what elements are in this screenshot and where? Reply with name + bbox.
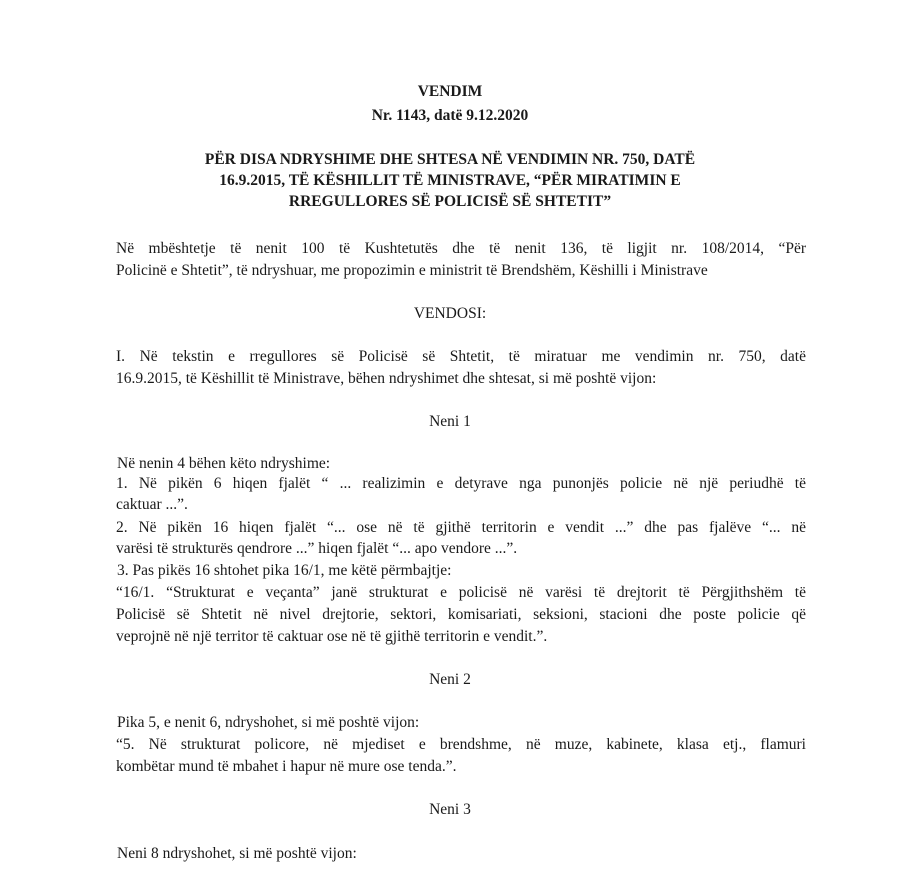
decision-number: Nr. 1143, datë 9.12.2020 — [371, 107, 529, 124]
preamble-line-2: Policinë e Shtetit”, të ndryshuar, me propozimin e ministrit të Brendshëm, Këshilli i Ministrave — [116, 262, 708, 279]
section-i-line-2: 16.9.2015, të Këshillit të Ministrave, bëhen ndryshimet dhe shtesat, si më poshtë vijon: — [116, 370, 657, 387]
article-1-item-3: 3. Pas pikës 16 shtohet pika 16/1, me këtë përmbajtje: — [117, 562, 452, 579]
article-1-quote-line-2: Policisë së Shtetit në nivel drejtorie, sektori, komisariati, seksioni, stacioni dhe poste policie që — [116, 606, 806, 623]
article-2-quote-line-1: “5. Në strukturat policore, në mjediset e brendshme, në muze, kabinete, klasa etj., flamuri — [116, 736, 806, 753]
article-2-quote-line-2: kombëtar mund të mbahet i hapur në mure ose tenda.”. — [116, 758, 457, 775]
article-2-heading: Neni 2 — [429, 671, 471, 688]
decides-heading: VENDOSI: — [413, 305, 487, 322]
article-1-item-1-line-1: 1. Në pikën 6 hiqen fjalët “ ... realizimin e detyrave nga punonjës policie në një periudhë të — [116, 475, 806, 492]
title-line-1: PËR DISA NDRYSHIME DHE SHTESA NË VENDIMIN NR. 750, DATË — [204, 151, 696, 168]
article-3-intro: Neni 8 ndryshohet, si më poshtë vijon: — [117, 845, 357, 862]
article-1-quote-line-3: veprojnë në një territor të caktuar ose në të gjithë territorin e vendit.”. — [116, 628, 548, 645]
article-1-item-2-line-2: varësi të strukturës qendrore ...” hiqen fjalët “... apo vendore ...”. — [116, 540, 518, 557]
decision-type: VENDIM — [417, 83, 483, 100]
article-1-item-1-line-2: caktuar ...”. — [116, 496, 188, 513]
preamble-line-1: Në mbështetje të nenit 100 të Kushtetutës dhe të nenit 136, të ligjit nr. 108/2014, “Për — [116, 240, 806, 257]
title-line-3: RREGULLORES SË POLICISË SË SHTETIT” — [288, 193, 612, 210]
article-3-heading: Neni 3 — [429, 801, 471, 818]
article-1-intro: Në nenin 4 bëhen këto ndryshime: — [117, 455, 331, 472]
article-2-intro: Pika 5, e nenit 6, ndryshohet, si më poshtë vijon: — [117, 714, 420, 731]
article-1-heading: Neni 1 — [429, 413, 471, 430]
article-1-quote-line-1: “16/1. “Strukturat e veçanta” janë strukturat e policisë në varësi të drejtorit të Përgjithshëm të — [116, 584, 806, 601]
section-i-line-1: I. Në tekstin e rregullores së Policisë së Shtetit, të miratuar me vendimin nr. 750, datë — [116, 348, 806, 365]
article-1-item-2-line-1: 2. Në pikën 16 hiqen fjalët “... ose në të gjithë territorin e vendit ...” dhe pas fjalëve “... në — [116, 519, 806, 536]
title-line-2: 16.9.2015, TË KËSHILLIT TË MINISTRAVE, “PËR MIRATIMIN E — [219, 172, 681, 189]
